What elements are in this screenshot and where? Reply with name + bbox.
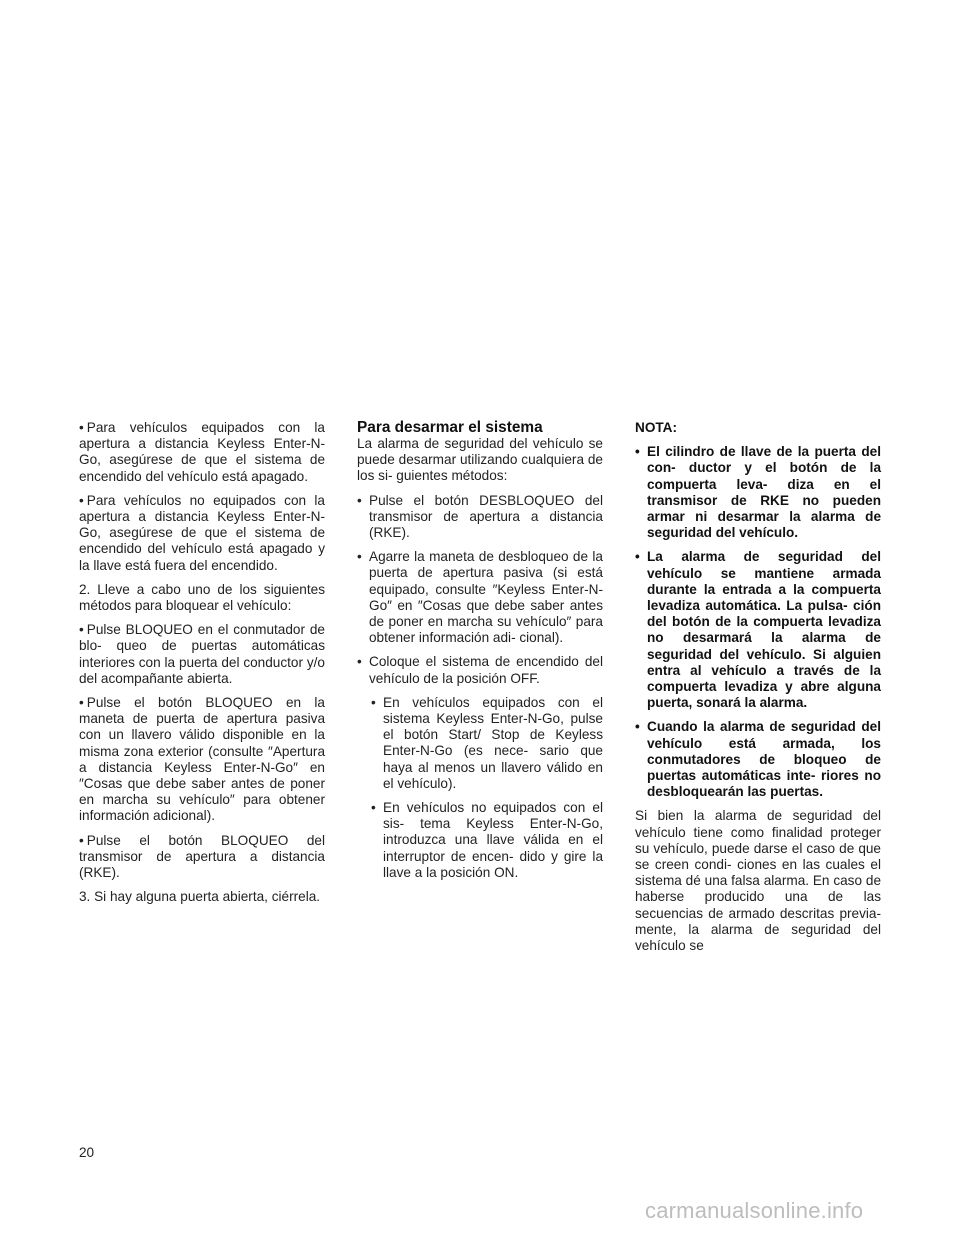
note-label: NOTA: — [635, 420, 678, 435]
paragraph-item: • Para vehículos equipados con la apertura a distancia Keyless Enter-N-Go, asegúrese de que el sistema de encendido del vehículo está apagado. — [79, 420, 325, 484]
bullet: • — [79, 492, 84, 508]
paragraph-item: • Pulse el botón BLOQUEO en la maneta de puerta de apertura pasiva con un llavero válido disponible en la misma zona exterior (consulte ″Apertura a distancia Keyless Enter-N-Go″ en ″Cosas que debe saber antes de poner en marcha su vehículo″ para obtener información adicional). — [79, 695, 325, 824]
list-item: • Coloque el sistema de encendido del vehículo de la posición OFF. — [357, 654, 603, 686]
step-3: 3. Si hay alguna puerta abierta, ciérrela. — [79, 889, 321, 905]
watermark: carmanualsonline.info — [645, 1198, 864, 1223]
bullet: • — [357, 654, 362, 670]
paragraph-item: • Para vehículos no equipados con la apertura a distancia Keyless Enter-N-Go, asegúrese de que el sistema de encendido del vehículo está apagado y la llave está fuera del encendido. — [79, 492, 325, 573]
sub-list-item: • En vehículos no equipados con el sis- tema Keyless Enter-N-Go, introduzca una llave válida en el interruptor de encen- dido y gire la llave a la posición ON. — [371, 800, 603, 880]
column-left — [79, 420, 325, 913]
page-number: 20 — [79, 1145, 95, 1160]
bullet: • — [635, 444, 640, 460]
sub-list-item: • En vehículos equipados con el sistema Keyless Enter-N-Go, pulse el botón Start/ Stop de Keyless Enter-N-Go (es nece- sario que haya al menos un llavero válido en el vehículo). — [371, 694, 603, 791]
bullet: • — [635, 719, 640, 735]
note-item: • El cilindro de llave de la puerta del con- ductor y el botón de la compuerta leva- diza en el transmisor de RKE no pueden armar ni desarmar la alarma de seguridad del vehículo. — [635, 444, 881, 541]
body-paragraph: Si bien la alarma de seguridad del vehículo tiene como finalidad proteger su vehículo, puede darse el caso de que se creen condi- ciones en las cuales el sistema dé una falsa alarma. En caso de haberse producido una de las secuencias de armado descritas previa- mente, la alarma de seguridad del vehículo se — [635, 808, 881, 954]
column-middle — [357, 420, 603, 889]
bullet: • — [79, 832, 84, 848]
column-right — [635, 420, 881, 962]
section-heading: Para desarmar el sistema — [357, 419, 543, 436]
list-item: • Agarre la maneta de desbloqueo de la puerta de apertura pasiva (si está equipado, consulte ″Keyless Enter-N-Go″ en ″Cosas que debe saber antes de poner en marcha su vehículo″ para obtener información adi- cional). — [357, 549, 603, 646]
paragraph-item: • Pulse BLOQUEO en el conmutador de blo- queo de puertas automáticas interiores con la puerta del conductor y/o del acompañante abierta. — [79, 622, 325, 686]
bullet: • — [371, 694, 376, 710]
bullet: • — [79, 695, 84, 711]
paragraph-item: • Pulse el botón BLOQUEO del transmisor de apertura a distancia (RKE). — [79, 832, 325, 881]
intro-paragraph: La alarma de seguridad del vehículo se puede desarmar utilizando cualquiera de los si- guientes métodos: — [357, 436, 603, 484]
bullet: • — [357, 492, 362, 508]
note-item: • Cuando la alarma de seguridad del vehículo está armada, los conmutadores de bloqueo de puertas automáticas inte- riores no desbloquearán las puertas. — [635, 719, 881, 800]
list-item: • Pulse el botón DESBLOQUEO del transmisor de apertura a distancia (RKE). — [357, 492, 603, 541]
bullet: • — [635, 549, 640, 565]
note-item: • La alarma de seguridad del vehículo se mantiene armada durante la entrada a la compuerta levadiza automática. La pulsa- ción del botón de la compuerta levadiza no desarmará la alarma de seguridad del vehículo. Si alguien entra al vehículo a través de la compuerta levadiza y abre alguna puerta, sonará la alarma. — [635, 549, 881, 711]
bullet: • — [357, 549, 362, 565]
bullet: • — [79, 420, 84, 435]
bullet: • — [371, 800, 376, 816]
step-2: 2. Lleve a cabo uno de los siguientes métodos para bloquear el vehículo: — [79, 581, 325, 614]
bullet: • — [79, 622, 84, 638]
